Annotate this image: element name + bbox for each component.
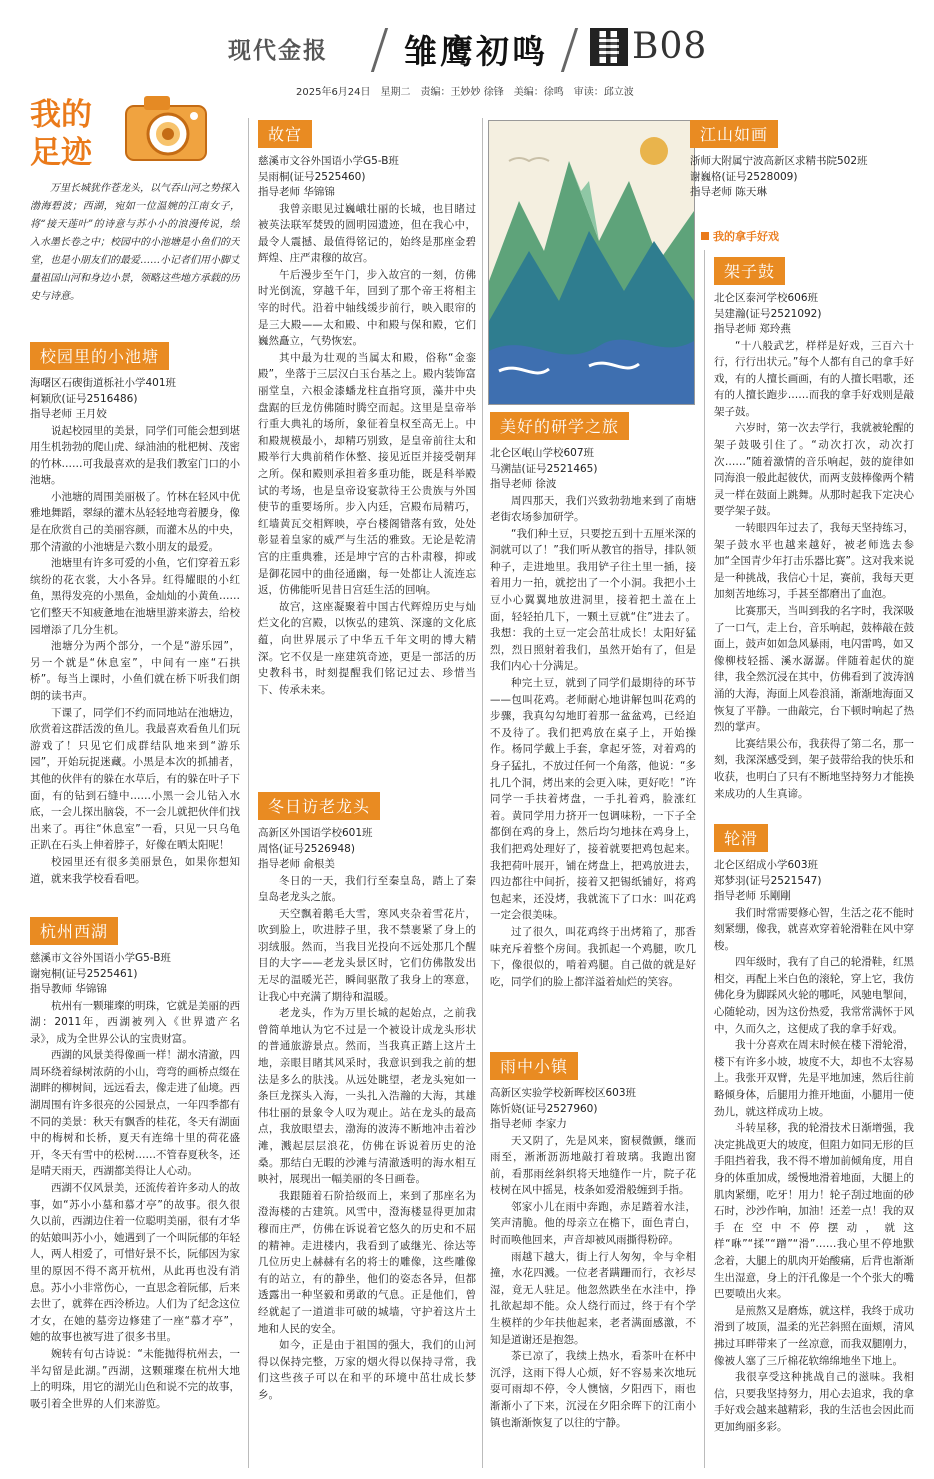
- author: 马溯喆(证号2521465): [490, 462, 598, 475]
- teacher: 指导老师 李家力: [490, 1118, 567, 1130]
- article-byline: [714, 858, 914, 905]
- teacher: 指导教师 华锦锦: [30, 983, 107, 995]
- author: 周恪(证号2526948): [258, 842, 355, 855]
- header-divider: [371, 28, 388, 72]
- article-byline: [30, 951, 240, 998]
- column-divider: [248, 118, 249, 1468]
- school: 北仑区岷山学校607班: [490, 447, 595, 459]
- column-divider: [704, 250, 705, 1468]
- column-title: 雏鹰初鸣: [404, 32, 548, 71]
- teacher: 指导老师 郑玲燕: [714, 323, 791, 335]
- author: 吴雨桐(证号2525460): [258, 170, 366, 183]
- paragraph: 天空飘着鹅毛大雪，寒风夹杂着雪花片，吹到脸上，吹进脖子里，我不禁裹紧了身上的羽绒服。然而，当我目光投向不远处那几个醒目的大字——老龙头景区时，它们仿佛散发出无尽的温暖光芒，瞬间驱散了我身上的寒意，让我心中充满了期待和温暖。: [258, 907, 476, 1003]
- article-byline: [258, 154, 476, 201]
- author: 柯颖欣(证号2516486): [30, 392, 138, 405]
- article-byline: [490, 446, 696, 493]
- paragraph: 一转眼四年过去了，我每天坚持练习，架子鼓水平也越来越好，被老师选去参加“全国青少年打击乐器比赛”。这对我来说是一种挑战，我信心十足，赛前，我每天更加刻苦地练习，手甚至都磨出了血泡。: [714, 522, 914, 601]
- paragraph: 婉转有句古诗说：“未能抛得杭州去，一半勾留是此湖。”西湖，这颗璀璨在杭州大地上的明珠，用它的湖光山色和说不完的故事，吸引着全世界的人们来游览。: [30, 1347, 240, 1410]
- article-title: 冬日访老龙头: [258, 792, 380, 820]
- teacher: 指导老师 陈天琳: [690, 186, 767, 198]
- newspaper-brand: 现代金报: [228, 37, 328, 64]
- paragraph: 我曾亲眼见过巍峨壮丽的长城，也目睹过被英法联军焚毁的圆明园遗迹，但在我心中，最令人震撼、最值得铭记的，始终是那座金碧辉煌、庄严肃穆的故宫。: [258, 202, 476, 265]
- paragraph: 茶已凉了，我续上热水，看茶叶在杯中沉浮，这雨下得人心烦，好不容易来次地玩耍可雨却不停，令人懊恼，夕阳西下，雨也渐渐小了下来，沉浸在夕阳余晖下的江南小镇也渐渐恢复了以往的宁静。: [490, 1350, 696, 1429]
- article-title: 江山如画: [690, 120, 778, 148]
- paragraph: 过了很久，叫花鸡终于出烤箱了，那香味充斥着整个房间。我抓起一个鸡腿，吹几下，像很似的，啃着鸡腿。自己做的就是好吃，同学们的脸上都洋溢着灿烂的笑容。: [490, 925, 696, 988]
- teacher: 指导老师 华锦锦: [258, 186, 335, 198]
- paragraph: 四年级时，我有了自己的轮滑鞋，红黑相交，再配上米白色的滚轮，穿上它，我仿佛化身为脚踩风火轮的哪吒，风驰电掣间，心随轮动，因为这份热爱，我常常满怀于风中，久而久之，这便成了我的拿手好戏。: [714, 956, 914, 1035]
- landscape-painting: [488, 120, 695, 405]
- paragraph: 池塘分为两个部分，一个是“游乐园”，另一个就是“休息室”，中间有一座“石拱桥”。每当上课时，小鱼们就在桥下听我们朗朗的读书声。: [30, 640, 240, 702]
- article-byline: [714, 291, 914, 338]
- paragraph: 周四那天，我们兴致勃勃地来到了南塘老街农场参加研学。: [490, 494, 696, 524]
- paragraph: 我很享受这种挑战自己的滋味。我相信，只要我坚持努力，用心去追求，我的拿手好戏会越来越精彩，我的生活也会因此而更加绚丽多彩。: [714, 1371, 914, 1433]
- article-laolongtou: [258, 790, 476, 1470]
- article-title: 架子鼓: [714, 257, 785, 285]
- paragraph: 我跟随着石阶拾级而上，来到了那座名为澄海楼的古建筑。风雪中，澄海楼显得更加肃穆而庄严，仿佛在诉说着它悠久的历史和不屈的精神。走进楼内，我看到了戚继光、徐达等几位历史上赫赫有名的将士的雕像，这些雕像有的站立，有的静坐，他们的姿态各异，但都透露出一种坚毅和勇敢的气息。正是他们，曾经就起了一道道非可破的城墙，守护着这片土地和人民的安全。: [258, 1189, 476, 1335]
- article-title: 美好的研学之旅: [490, 412, 629, 440]
- author: 谢巍格(证号2528009): [690, 170, 798, 183]
- page-header: [0, 0, 934, 80]
- article-byline: [30, 376, 240, 423]
- article-byline: [490, 1086, 696, 1133]
- issue-meta: 2025年6月24日 星期二 责编：王妙妙 徐锋 美编：徐鸣 审读：邱立波: [296, 87, 634, 98]
- paragraph: 六岁时，第一次去学行，我就被轮醒的架子鼓吸引住了。“动次打次，动次打次……”随着激情的音乐响起，鼓的旋律如同海浪一般此起彼伏，而两支鼓棒像两个精灵一样在鼓面上跳舞。从那时起我下定决心要学架子鼓。: [714, 422, 914, 518]
- paragraph: 其中最为壮观的当属太和殿，俗称“金銮殿”，坐落于三层汉白玉台基之上。殿内装饰富丽堂皇，六根金漆蟠龙柱直指穹顶，藻井中央盘踞的巨龙仿佛随时腾空而起。这里是皇帝举行重大典礼的场所，象征着皇权至高无上。中和殿规模最小，却精巧别致，是皇帝前往太和殿举行大典前稍作休整、接见近臣并接受朝拜之所。保和殿则承担着多重功能，既是科举殿试的考场，也是皇帝设宴款待王公贵族与外国使节的重要场所。步入内廷，宫殿布局精巧，红墙黄瓦交相辉映，亭台楼阁错落有致，处处彰显着皇家的威严与生活的雅致。无论是乾清宫的庄重典雅，还是坤宁宫的古朴肃穆，抑或是御花园中的曲径通幽，每一处都让人流连忘返，仿佛能听见昔日宫廷生活的回响。: [258, 351, 476, 597]
- intro-block: [30, 180, 240, 340]
- paragraph: 冬日的一天，我们行至秦皇岛，踏上了秦皇岛老龙头之旅。: [258, 874, 476, 904]
- article-title: 轮滑: [714, 824, 768, 852]
- article-title: 雨中小镇: [490, 1052, 578, 1080]
- logo-line: 我的: [30, 97, 92, 133]
- header-divider: [561, 28, 578, 72]
- school: 高新区外国语学校601班: [258, 827, 373, 839]
- author: 吴建瀚(证号2521092): [714, 307, 822, 320]
- section-logo: [30, 96, 92, 172]
- paragraph: 校园里还有很多美丽景色，如果你想知道，就来我学校看看吧。: [30, 855, 240, 885]
- school: 慈溪市文谷外国语小学G5-B班: [258, 155, 399, 167]
- school: 高新区实验学校新晖校区603班: [490, 1087, 637, 1099]
- paragraph: 雨越下越大，街上行人匆匆，伞与伞相撞，水花四溅。一位老者蹒跚而行，衣衫尽湿，竟无人驻足。他忽然跌坐在水洼中，挣扎欲起却不能。众人绕行而过，终于有个学生模样的少年扶他起来，老者满面感激，不知是道谢还是抱怨。: [490, 1250, 696, 1346]
- paragraph: 小池塘的周围美丽极了。竹林在轻风中优雅地舞蹈，翠绿的灌木丛轻轻地弯着腰身，像是在欣赏自己的美丽容颜，而灌木丛的中央，那个清澈的小池塘是六数小朋友的最爱。: [30, 490, 240, 553]
- article-study-trip: [490, 410, 696, 1038]
- school: 北仑区绍成小学603班: [714, 859, 819, 871]
- article-painting-credit: [690, 118, 905, 208]
- article-drums: [714, 255, 914, 815]
- teacher: 指导老师 徐波: [490, 478, 557, 490]
- paragraph: 午后漫步至午门，步入故宫的一刻，仿佛时光倒流，穿越千年，回到了那个帝王将相主宰的时代。沿着中轴线缓步前行，映入眼帘的是三大殿——太和殿、中和殿与保和殿，它们巍然矗立，气势恢宏。: [258, 268, 476, 348]
- article-westlake: [30, 915, 240, 1470]
- paragraph: 下课了，同学们不约而同地站在池塘边，欣赏着这群活泼的鱼儿。我最喜欢看鱼儿们玩游戏了！只见它们成群结队地来到“游乐园”，开始玩捉迷藏。小黑是本次的抓捕者，其他的伙伴有的躲在水草后，有的躲在叶子下面，有的钻到石缝中……小黑一会儿钻入水底，一会儿探出脑袋，不一会儿就把伙伴们找出来了。再往“休息室”一看，只见一只乌龟正趴在石头上伸着脖子，好像在晒太阳呢！: [30, 706, 240, 852]
- article-rain-town: [490, 1050, 696, 1470]
- paragraph: 比赛那天，当叫到我的名字时，我深吸了一口气，走上台，音乐响起，鼓棒敲在鼓面上，鼓声如如急风暴雨，电闪雷鸣，如又像柳枝轻摇、溪水潺潺。伴随着起伏的旋律，我全然沉浸在其中，仿佛看到了波涛汹涌的大海，海面上风卷浪涌，渐渐地海面又恢复了平静。一曲敲完，台下顿时响起了热烈的掌声。: [714, 605, 914, 734]
- intro-text: 万里长城犹作苍龙头，以气吞山河之势探入渤海碧波；西湖，宛如一位温婉的江南女子，将“接天莲叶”的诗意与苏小小的浪漫传说，绘入水墨长卷之中；校园中的小池塘是小鱼们的天堂，也是小朋友们的最爱……小记者们用小脚丈量祖国山河和身边小景，领略这些地方承载的历史与诗意。: [30, 183, 240, 302]
- paragraph: 故宫，这座凝聚着中国古代辉煌历史与灿烂文化的宫殿，以恢弘的建筑、深邃的文化底蕴，向世界展示了中华五千年文明的博大精深。它不仅是一座建筑奇迹，更是一部活的历史教科书，时刻提醒我们铭记过去、珍惜当下、传承未来。: [258, 600, 476, 696]
- page-number: B08: [632, 26, 708, 67]
- article-title: 杭州西湖: [30, 917, 118, 945]
- article-rollerskating: [714, 822, 914, 1470]
- qr-code-icon: [590, 28, 628, 66]
- article-palace: [258, 118, 476, 783]
- subsection-heading: 我的拿手好戏: [701, 228, 779, 244]
- school: 慈溪市文谷外国语小学G5-B班: [30, 952, 171, 964]
- author: 陈忻娆(证号2527960): [490, 1102, 598, 1115]
- article-byline: [690, 154, 905, 201]
- paragraph: 说起校园里的美景，同学们可能会想到堪用生机勃勃的爬山虎、绿油油的枇杷树、茂密的竹林……可我最喜欢的是我们教室门口的小池塘。: [30, 424, 240, 487]
- teacher: 指导老师 王月姣: [30, 408, 107, 420]
- column-divider: [482, 118, 483, 1468]
- school: 海曙区石碶街道栎社小学401班: [30, 377, 177, 389]
- author: 郑梦羽(证号2521547): [714, 874, 822, 887]
- article-title: 校园里的小池塘: [30, 342, 169, 370]
- teacher: 指导老师 乐剛剛: [714, 890, 791, 902]
- paragraph: 老龙头，作为万里长城的起始点，之前我曾简单地认为它不过是一个被设计成龙头形状的普通旅游景点。然而，当我真正踏上这片土地，亲眼目睹其风采时，我意识到我之前的想法是多么的肤浅。从远处眺望，老龙头宛如一条巨龙探头入海，一头扎入浩瀚的大海，其雄伟壮丽的景象令人叹为观止。站在龙头的最高点，我放眼望去，渤海的波涛不断地冲击着沙滩，溅起层层浪花，仿佛在诉说着历史的沧桑。那结白无暇的沙滩与清澈透明的海水相互映衬，展现出一幅美丽的冬日画卷。: [258, 1007, 476, 1186]
- article-pond: [30, 340, 240, 900]
- paragraph: 杭州有一颗璀璨的明珠，它就是美丽的西湖：2011年，西湖被列入《世界遗产名录》，成为全世界公认的宝贵财富。: [30, 999, 240, 1045]
- paragraph: 西湖的风景美得像画一样！湖水清澈，四周环绕着绿树浓荫的小山，弯弯的画桥点缀在湖畔的柳树间，远远看去，像走进了仙境。西湖周围有许多很亮的公园景点，一年四季都有不同的美景：秋天有飘香的桂花，冬天有湖面中的梅树和长桥，夏天有连绵十里的荷花盛开，冬天有雪中的松树……不管春夏秋冬，还是晴天雨天，西湖都美得让人心动。: [30, 1049, 240, 1178]
- paragraph: 天又阴了，先是风来，窗棂微颤，继而雨至，淅淅沥沥地敲打着玻璃。我跑出窗前，看那雨丝斜织将天地缝作一片，院子花枝树在风中摇晃，枝条如爱滑般缠到手指。: [490, 1134, 696, 1197]
- paragraph: 斗转星移，我的轮滑技术日渐增强，我决定挑战更大的坡度，但阻力如同无形的巨手阻挡着我，我不得不增加前倾角度，用自身的体重加成，缓慢地滑着地面，大腿上的肌肉紧绷，吃牙！用力！轮子刮过地面的砂石时，沙沙作响，加油！还差一点！我的双手在空中不停摆动，就这样“咻”“揉”“蹭”“滑”……我心里不停地默念着，大腿上的肌肉开始酸痛，后背也渐渐生出湿意，身上的汗孔像是一个个张大的嘴巴要喷出火来。: [714, 1122, 914, 1301]
- paragraph: 我十分喜欢在周末时候在楼下滑轮滑，楼下有许多小坡，坡度不大，却也不太容易上。我张开双臂，先是平地加速，然后往前略倾身体，后腿用力推开地面，小腿用一使劲儿，就这样成功上坡。: [714, 1039, 914, 1118]
- paragraph: 种完土豆，就到了同学们最期待的环节——包叫花鸡。老师耐心地讲解包叫花鸡的步骤，我真勾勾地盯着那一盆盆鸡，已经迫不及待了。我们把鸡放在桌子上，开始操作。杨同学戴上手套，拿起牙签，对着鸡的身子猛扎，不放过任何一个角落，他说：“多扎几个洞，烤出来的会更入味，更好吃！”许同学一手扶着烤盘，一手扎着鸡，脸涨红着。黄同学用力挤开一包调味粉，一下子全都倒在鸡的身上，然后均匀地抹在鸡身上，我们把鸡处理好了，接着就要把鸡包起来。我把荷叶展开，铺在烤盘上，把鸡放进去，四边都往中间折，接着又把锡纸铺好，将鸡包起来，还没烤，我就流下了口水：叫花鸡一定会很美味。: [490, 677, 696, 922]
- article-byline: [258, 826, 476, 873]
- paragraph: 池塘里有许多可爱的小鱼，它们穿着五彩缤纷的花衣裳，大小各异。红得耀眼的小红鱼，黑得发亮的小黑鱼，金灿灿的小黄鱼……它们整天不知疲惫地在池塘里游来游去，给校园增添了几分生机。: [30, 557, 240, 636]
- article-title: 故宫: [258, 120, 312, 148]
- paragraph: “我们种土豆，只要挖五到十五厘米深的洞就可以了！”我们听从教官的指导，排队领种子，走进地里。我用铲子往土里一插，接着用力一拍，就挖出了一个小洞。我把小土豆小心翼翼地放进洞里，接着把土盖在上面，轻轻拍几下，一颗土豆就“住”进去了。我想：我的土豆一定会茁壮成长！太阳好猛烈，烈日照射着我们，虽然开始有了，但是我们内心十分满足。: [490, 527, 696, 673]
- paragraph: 我们时常需要修心智，生活之花不能时刻紧绷，像我，就喜欢穿着轮滑鞋在风中穿梭。: [714, 906, 914, 952]
- teacher: 指导老师 俞根美: [258, 858, 335, 870]
- paragraph: 西湖不仅风景美，还流传着许多动人的故事，如“苏小小墓和慕才亭”的故事。很久很久以前，西湖边住着一位聪明美丽，很有才华的姑娘叫苏小小，她遇到了一个叫阮郁的年轻人，两人相爱了，可惜好景不长，阮郁因为家里的原因不得不离开杭州，从此再也没有消息。苏小小非常伤心，一直思念着阮郁，后来去世了，就葬在西泠桥边。人们为了纪念这位才女，在她的墓旁边修建了一座“慕才亭”，她的故事也被写进了很多书里。: [30, 1182, 240, 1344]
- paragraph: “十八般武艺，样样是好戏，三百六十行，行行出状元。”每个人都有自己的拿手好戏，有的人擅长画画，有的人擅长唱歌，还有的人擅长跑步……而我的拿手好戏则是敲架子鼓。: [714, 339, 914, 418]
- camera-icon: [120, 88, 212, 166]
- paragraph: 是煎熬又是磨炼，就这样，我终于成功滑到了坡顶，温柔的光芒斜照在面颊，清风拂过耳畔带来了一丝凉意，而我双腿刚力，像被人塞了三斤棉花软绵绵地坐下地上。: [714, 1304, 914, 1367]
- school: 浙师大附属宁波高新区求精书院502班: [690, 155, 868, 167]
- paragraph: 比赛结果公布，我获得了第二名，那一刻，我深深感受到，架子鼓带给我的快乐和收获，也明白了只有不断地坚持努力才能换来成功的人生真谛。: [714, 737, 914, 800]
- author: 谢宛桐(证号2525461): [30, 967, 138, 980]
- logo-line: 足迹: [30, 135, 92, 171]
- paragraph: 邻家小儿在雨中奔跑，赤足踏着水洼，笑声清脆。他的母亲立在檐下，面色青白，时而唤他回来，声音却被风雨撕得粉碎。: [490, 1200, 696, 1247]
- school: 北仑区泰河学校606班: [714, 292, 819, 304]
- paragraph: 如今，正是由于祖国的强大，我们的山河得以保持完整，万家的烟火得以保持寻常，我们这些孩子可以在和平的环境中茁壮成长梦乡。: [258, 1339, 476, 1401]
